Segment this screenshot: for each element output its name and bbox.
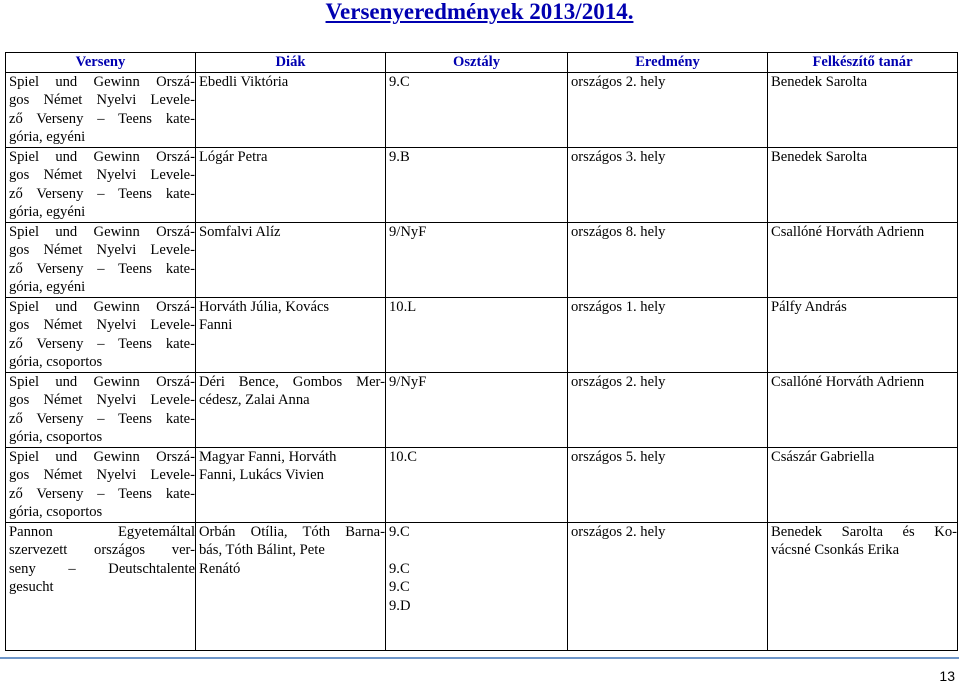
cell-text-line: gória, egyéni xyxy=(9,204,86,220)
cell-text-line: szervezett országos ver- xyxy=(9,542,195,558)
cell-felkeszito-tanar xyxy=(768,522,958,650)
cell-felkeszito-tanar xyxy=(768,222,958,297)
cell-text-line: Spiel und Gewinn Orszá- xyxy=(9,373,195,390)
cell-verseny xyxy=(6,372,196,447)
cell-osztaly xyxy=(386,447,568,522)
cell-diak xyxy=(196,447,386,522)
table-row xyxy=(6,447,958,522)
page-title: Versenyeredmények 2013/2014. xyxy=(325,0,634,24)
cell-felkeszito-tanar xyxy=(768,147,958,222)
cell-verseny xyxy=(6,522,196,650)
cell-text-line: országos 2. hely xyxy=(571,523,666,540)
cell-osztaly xyxy=(386,222,568,297)
cell-text-line: vácsné Csonkás Erika xyxy=(771,542,900,558)
cell-text-line: ző Verseny – Teens kate- xyxy=(9,260,195,277)
cell-text-line: Fanni, Lukács Vivien xyxy=(199,467,324,483)
cell-osztaly xyxy=(386,72,568,147)
table-row xyxy=(6,147,958,222)
cell-eredmeny xyxy=(568,147,768,222)
cell-text-line: ző Verseny – Teens kate- xyxy=(9,185,195,202)
cell-eredmeny xyxy=(568,522,768,650)
cell-text-line: Spiel und Gewinn Orszá- xyxy=(9,148,195,165)
header-felkeszito-tanar: Felkészítő tanár xyxy=(768,53,958,73)
cell-text-line: 9.C xyxy=(389,73,410,90)
cell-eredmeny xyxy=(568,222,768,297)
cell-diak xyxy=(196,372,386,447)
cell-text-line: Orbán Otília, Tóth Barna- xyxy=(199,523,385,540)
table-body xyxy=(6,72,958,650)
cell-text-line: 9.C xyxy=(389,523,410,540)
cell-text-line: országos 2. hely xyxy=(571,373,666,390)
cell-text-line: Spiel und Gewinn Orszá- xyxy=(9,448,195,465)
results-table xyxy=(5,52,958,651)
cell-eredmeny xyxy=(568,297,768,372)
cell-text-line: Horváth Júlia, Kovács xyxy=(199,298,330,315)
cell-verseny xyxy=(6,147,196,222)
cell-text-line: seny – Deutschtalente xyxy=(9,560,195,577)
cell-text-line: Benedek Sarolta xyxy=(771,73,868,90)
cell-text-line: országos 8. hely xyxy=(571,223,666,240)
cell-text-line: Benedek Sarolta és Ko- xyxy=(771,523,957,540)
cell-text-line: gos Német Nyelvi Levele- xyxy=(9,317,195,333)
cell-text-line: Benedek Sarolta xyxy=(771,148,868,165)
cell-verseny xyxy=(6,72,196,147)
cell-eredmeny xyxy=(568,372,768,447)
cell-verseny xyxy=(6,297,196,372)
cell-text-line: gos Német Nyelvi Levele- xyxy=(9,92,195,108)
cell-osztaly xyxy=(386,522,568,650)
cell-verseny xyxy=(6,447,196,522)
cell-text-line: 10.C xyxy=(389,448,417,465)
cell-text-line: gesucht xyxy=(9,579,54,595)
cell-text-line: 9/NyF xyxy=(389,223,427,240)
cell-text-line: gos Német Nyelvi Levele- xyxy=(9,467,195,483)
cell-text-line: Ebedli Viktória xyxy=(199,73,289,90)
cell-text-line: Csallóné Horváth Adrienn xyxy=(771,373,925,390)
cell-text-line: ző Verseny – Teens kate- xyxy=(9,410,195,427)
footer-divider xyxy=(0,657,959,659)
cell-osztaly xyxy=(386,372,568,447)
cell-text-line: 10.L xyxy=(389,298,417,315)
cell-text-line: gos Német Nyelvi Levele- xyxy=(9,392,195,408)
cell-text-line: Spiel und Gewinn Orszá- xyxy=(9,73,195,90)
cell-text-line: gória, egyéni xyxy=(9,279,86,295)
cell-text-line: Spiel und Gewinn Orszá- xyxy=(9,223,195,240)
cell-felkeszito-tanar xyxy=(768,447,958,522)
cell-text-line: gória, csoportos xyxy=(9,354,103,370)
cell-text-line: 9.C xyxy=(389,560,410,577)
header-osztaly: Osztály xyxy=(386,53,568,73)
cell-text-line: Pannon Egyetemáltal xyxy=(9,523,195,540)
table-row xyxy=(6,372,958,447)
cell-text-line: gória, csoportos xyxy=(9,429,103,445)
header-verseny: Verseny xyxy=(6,53,196,73)
cell-diak xyxy=(196,72,386,147)
cell-text-line: Déri Bence, Gombos Mer- xyxy=(199,373,385,390)
cell-text-line: gória, csoportos xyxy=(9,504,103,520)
cell-text-line: 9.D xyxy=(389,597,411,614)
cell-eredmeny xyxy=(568,447,768,522)
cell-text-line: országos 1. hely xyxy=(571,298,666,315)
cell-text-line: országos 3. hely xyxy=(571,148,666,165)
cell-text-line: országos 2. hely xyxy=(571,73,666,90)
cell-text-line: Császár Gabriella xyxy=(771,448,875,465)
table-row xyxy=(6,72,958,147)
cell-text-line: bás, Tóth Bálint, Pete xyxy=(199,542,325,558)
cell-osztaly xyxy=(386,147,568,222)
cell-text-line: Csallóné Horváth Adrienn xyxy=(771,223,925,240)
cell-text-line: 9/NyF xyxy=(389,373,427,390)
cell-text-line: ző Verseny – Teens kate- xyxy=(9,485,195,502)
cell-verseny xyxy=(6,222,196,297)
table-header-row xyxy=(6,53,958,73)
cell-text-line: cédesz, Zalai Anna xyxy=(199,392,310,408)
table-row xyxy=(6,297,958,372)
header-diak: Diák xyxy=(196,53,386,73)
cell-eredmeny xyxy=(568,72,768,147)
cell-diak xyxy=(196,147,386,222)
cell-text-line: gos Német Nyelvi Levele- xyxy=(9,167,195,183)
table-row xyxy=(6,522,958,650)
cell-felkeszito-tanar xyxy=(768,372,958,447)
cell-text-line xyxy=(389,541,567,560)
cell-diak xyxy=(196,522,386,650)
page-number: 13 xyxy=(939,668,955,684)
cell-text-line: Magyar Fanni, Horváth xyxy=(199,448,337,465)
cell-text-line: 9.B xyxy=(389,148,410,165)
table-row xyxy=(6,222,958,297)
cell-text-line: Spiel und Gewinn Orszá- xyxy=(9,298,195,315)
cell-felkeszito-tanar xyxy=(768,72,958,147)
cell-text-line: országos 5. hely xyxy=(571,448,666,465)
cell-text-line: Renátó xyxy=(199,560,241,577)
cell-text-line: ző Verseny – Teens kate- xyxy=(9,110,195,127)
cell-text-line: gória, egyéni xyxy=(9,129,86,145)
cell-text-line: Fanni xyxy=(199,317,233,333)
header-eredmeny: Eredmény xyxy=(568,53,768,73)
cell-text-line: 9.C xyxy=(389,579,410,595)
cell-diak xyxy=(196,297,386,372)
cell-text-line: Pálfy András xyxy=(771,298,847,315)
cell-felkeszito-tanar xyxy=(768,297,958,372)
cell-osztaly xyxy=(386,297,568,372)
cell-text-line: gos Német Nyelvi Levele- xyxy=(9,242,195,258)
cell-text-line: Lógár Petra xyxy=(199,148,268,165)
cell-text-line: ző Verseny – Teens kate- xyxy=(9,335,195,352)
cell-diak xyxy=(196,222,386,297)
cell-text-line: Somfalvi Alíz xyxy=(199,223,281,240)
